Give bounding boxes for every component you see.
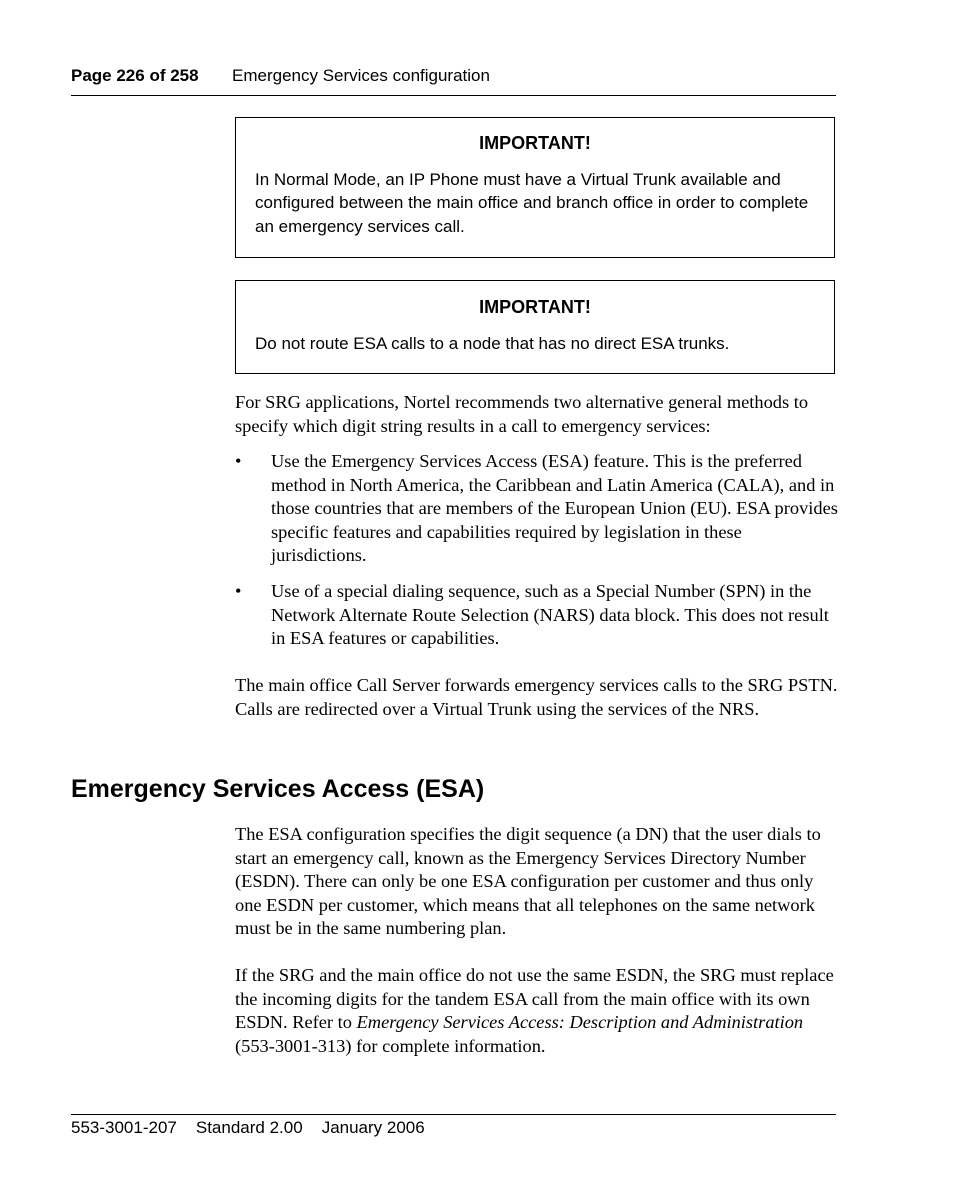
note-title: IMPORTANT! <box>479 133 591 153</box>
esdn-text-before: If the SRG and the main office do not use the same ESDN, the SRG must replace the incoming digits for the tandem ESA call from the main office with its own ESDN. Refer to <box>235 965 834 1032</box>
bullet-item-spn <box>235 580 840 651</box>
section-title: Emergency Services configuration <box>232 66 490 85</box>
document-reference-title: Emergency Services Access: Description and Administration <box>356 1012 804 1032</box>
esdn-text-after: (553-3001-313) for complete information. <box>235 1035 546 1056</box>
note-title: IMPORTANT! <box>479 297 591 317</box>
note-text: Do not route ESA calls to a node that has no direct ESA trunks. <box>255 333 730 353</box>
footer-rule <box>71 1114 836 1115</box>
header-rule <box>71 95 836 96</box>
bullet-item-esa <box>235 450 840 568</box>
important-note-esa-routing <box>235 280 835 374</box>
note-text: In Normal Mode, an IP Phone must have a Virtual Trunk available and configured between the main office and branch office in order to complete an emergency services call. <box>255 169 809 236</box>
page-number-label: Page 226 of 258 <box>71 66 199 85</box>
bullet-text: Use the Emergency Services Access (ESA) feature. This is the preferred method in North America, the Caribbean and Latin America (CALA), and in those countries that are members of the European Union (EU). ESA provides specific features and capabilities required by legislation in these jurisdictions. <box>271 451 838 565</box>
publication-date: January 2006 <box>321 1118 425 1137</box>
bullet-text: Use of a special dialing sequence, such as a Special Number (SPN) in the Network Alternate Route Selection (NARS) data block. This does not result in ESA features or capabilities. <box>271 581 829 648</box>
section-heading: Emergency Services Access (ESA) <box>71 775 485 803</box>
esdn-paragraph <box>235 964 840 1058</box>
forwarding-paragraph: The main office Call Server forwards emergency services calls to the SRG PSTN. Calls are redirected over a Virtual Trunk using the services of the NRS. <box>235 675 838 719</box>
bullet-icon: • <box>235 581 242 601</box>
bullet-icon: • <box>235 451 242 471</box>
page-header <box>71 66 836 86</box>
page-footer <box>71 1118 444 1138</box>
intro-paragraph: For SRG applications, Nortel recommends two alternative general methods to specify which digit string results in a call to emergency services: <box>235 392 809 436</box>
important-note-virtual-trunk <box>235 117 835 258</box>
esa-paragraph: The ESA configuration specifies the digit sequence (a DN) that the user dials to start an emergency call, known as the Emergency Services Directory Number (ESDN). There can only be one ESA configuration per customer and thus only one ESDN per customer, which means that all telephones on the same network must be in the same numbering plan. <box>235 824 821 938</box>
document-number: 553-3001-207 <box>71 1118 177 1137</box>
standard-version: Standard 2.00 <box>195 1118 303 1137</box>
